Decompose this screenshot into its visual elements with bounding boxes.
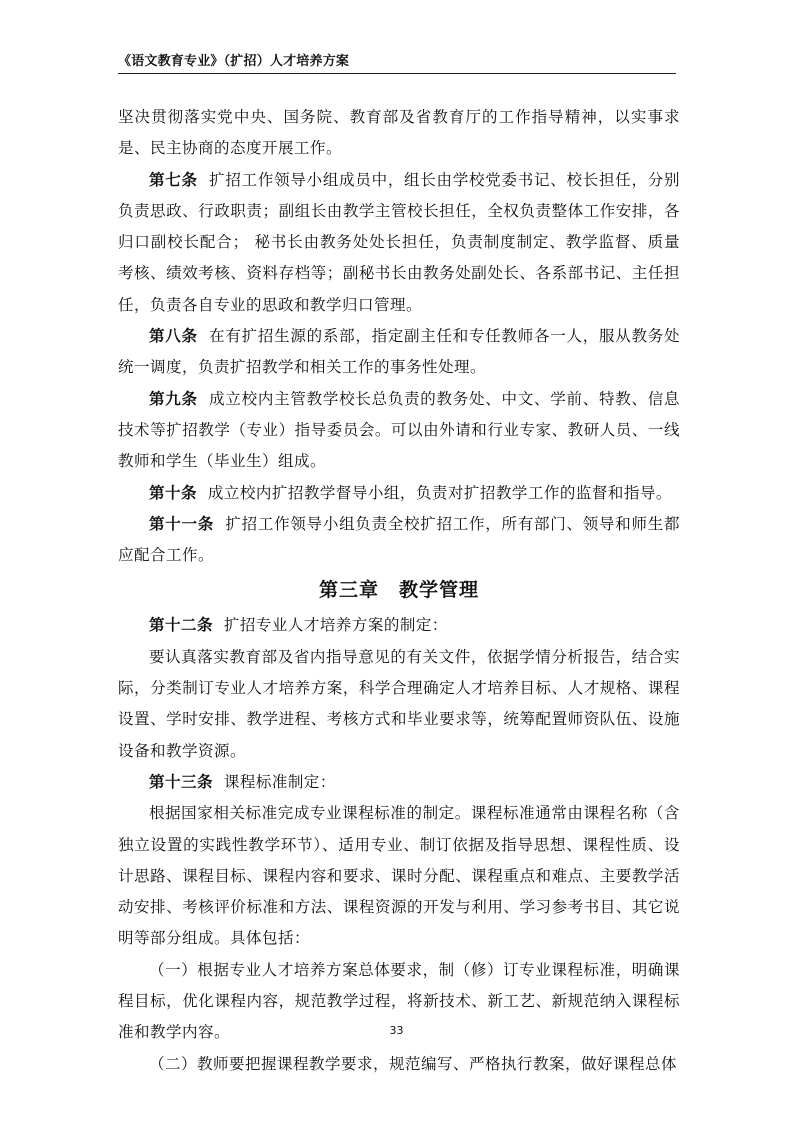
article-paragraph [118, 610, 680, 641]
header-divider [118, 73, 676, 74]
paragraph-text: 扩招工作领导小组成员中，组长由学校党委书记、校长担任，分别负责思政、行政职责；副组长由教学主管校长担任，全权负责整体工作安排，各归口副校长配合； 秘书长由教务处处长担任，负责制度制定、教学监督、质量考核、绩效考核、资料存档等；副秘书长由教务处副处长、各系部书记、主任担任，负责各自专业的思政和教学归口管理。 [118, 170, 680, 314]
article-number: 第十三条 [149, 772, 214, 791]
article-paragraph [118, 165, 680, 321]
chapter-heading: 第三章 教学管理 [318, 579, 479, 602]
article-number: 第十条 [149, 483, 198, 502]
paragraph [118, 102, 680, 165]
paragraph [118, 642, 680, 767]
paragraph-text: 根据国家相关标准完成专业课程标准的制定。课程标准通常由课程名称（含独立设置的实践性教学环节）、适用专业、制订依据及指导思想、课程性质、设计思路、课程目标、课程内容和要求、课时分配、课程重点和难点、主要教学活动安排、考核评价标准和方法、课程资源的开发与利用、学习参考书目、其它说明等部分组成。具体包括： [118, 804, 680, 948]
article-paragraph [118, 478, 680, 509]
paragraph-text: （一）根据专业人才培养方案总体要求，制（修）订专业课程标准，明确课程目标，优化课程内容，规范教学过程，将新技术、新工艺、新规范纳入课程标准和教学内容。 [118, 960, 680, 1042]
article-number: 第八条 [149, 327, 198, 346]
paragraph-text: 扩招专业人才培养方案的制定： [223, 616, 448, 635]
article-number: 第七条 [149, 170, 198, 189]
paragraph-text: 要认真落实教育部及省内指导意见的有关文件，依据学情分析报告，结合实际，分类制订专业人才培养方案，科学合理确定人才培养目标、人才规格、课程设置、学时安排、教学进程、考核方式和毕业要求等，统筹配置师资队伍、设施设备和教学资源。 [118, 647, 680, 760]
article-number: 第十一条 [149, 514, 214, 533]
list-item-paragraph [118, 1049, 680, 1080]
page-number: 33 [389, 1024, 404, 1037]
paragraph-text: 坚决贯彻落实党中央、国务院、教育部及省教育厅的工作指导精神，以实事求是、民主协商的态度开展工作。 [118, 108, 680, 158]
paragraph-text: 成立校内主管教学校长总负责的教务处、中文、学前、特教、信息技术等扩招教学（专业）指导委员会。可以由外请和行业专家、教研人员、一线教师和学生（毕业生）组成。 [118, 389, 680, 471]
paragraph [118, 798, 680, 954]
article-paragraph [118, 321, 680, 384]
article-paragraph [118, 509, 680, 572]
paragraph-text: （二）教师要把握课程教学要求，规范编写、严格执行教案，做好课程总体 [149, 1054, 678, 1073]
paragraph-text: 课程标准制定： [223, 772, 336, 791]
article-paragraph [118, 767, 680, 798]
article-number: 第九条 [149, 389, 198, 408]
article-number: 第十二条 [149, 616, 214, 635]
paragraph-text: 扩招工作领导小组负责全校扩招工作，所有部门、领导和师生都应配合工作。 [118, 514, 680, 565]
article-paragraph [118, 384, 680, 478]
running-header: 《语文教育专业》（扩招）人才培养方案 [118, 54, 350, 69]
document-body [118, 102, 680, 1080]
paragraph-text: 成立校内扩招教学督导小组，负责对扩招教学工作的监督和指导。 [207, 483, 672, 502]
paragraph-text: 在有扩招生源的系部，指定副主任和专任教师各一人，服从教务处统一调度，负责扩招教学和相关工作的事务性处理。 [118, 327, 680, 377]
